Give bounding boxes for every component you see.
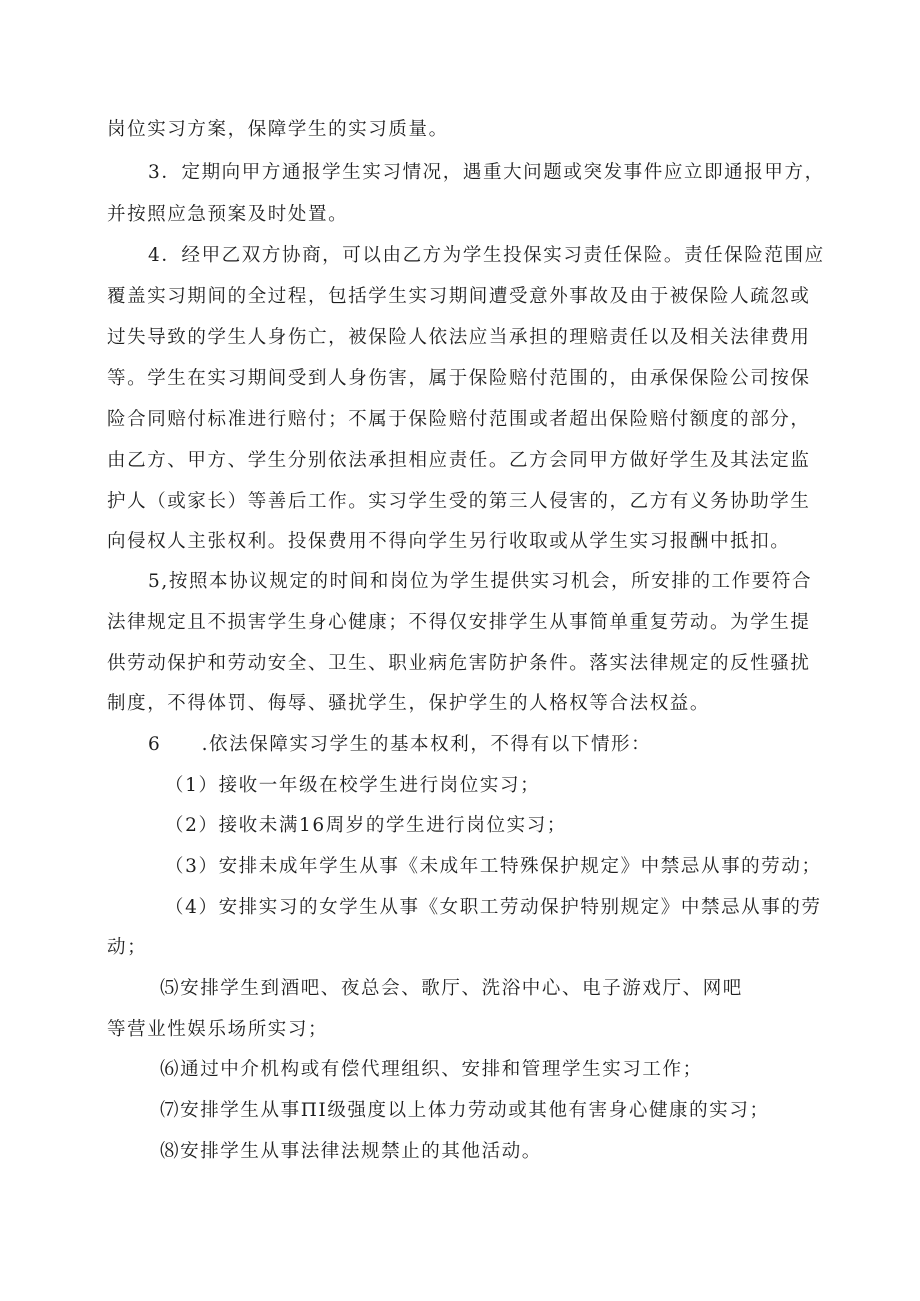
text-line: 等。学生在实习期间受到人身伤害，属于保险赔付范围的，由承保保险公司按保: [107, 368, 811, 389]
text-line: 5,按照本协议规定的时间和岗位为学生提供实习机会，所安排的工作要符合: [148, 571, 813, 592]
text-line: 制度，不得体罚、侮辱、骚扰学生，保护学生的人格权等合法权益。: [107, 693, 711, 714]
text-line: 并按照应急预案及时处置。: [107, 204, 349, 225]
text-line: 护人（或家长）等善后工作。实习学生受的第三人侵害的，乙方有义务协助学生: [107, 491, 811, 512]
text-line: 过失导致的学生人身伤亡，被保险人依法应当承担的理赔责任以及相关法律费用: [107, 327, 811, 348]
text-line: 险合同赔付标准进行赔付；不属于保险赔付范围或者超出保险赔付额度的部分，: [107, 409, 811, 430]
list-item: （2）接收未满16周岁的学生进行岗位实习；: [165, 815, 567, 836]
list-item: ⑹通过中介机构或有偿代理组织、安排和管理学生实习工作；: [160, 1059, 703, 1080]
text-line: 6 .依法保障实习学生的基本权利，不得有以下情形：: [148, 734, 652, 755]
text-line: 由乙方、甲方、学生分别依法承担相应责任。乙方会同甲方做好学生及其法定监: [107, 450, 811, 471]
text-line: 向侵权人主张权利。投保费用不得向学生另行收取或从学生实习报酬中抵扣。: [107, 531, 791, 552]
text-line: 等营业性娱乐场所实习；: [107, 1019, 329, 1040]
list-item: （3）安排未成年学生从事《未成年工特殊保护规定》中禁忌从事的劳动；: [165, 856, 822, 877]
list-item: ⑻安排学生从事法律法规禁止的其他活动。: [160, 1141, 542, 1162]
list-item: ⑸安排学生到酒吧、夜总会、歌厅、洗浴中心、电子游戏厅、网吧: [160, 978, 743, 999]
list-item: （4）安排实习的女学生从事《女职工劳动保护特别规定》中禁忌从事的劳: [165, 897, 822, 918]
text-line: 法律规定且不损害学生身心健康；不得仅安排学生从事简单重复劳动。为学生提: [107, 612, 811, 633]
text-line: 覆盖实习期间的全过程，包括学生实习期间遭受意外事故及由于被保险人疏忽或: [107, 286, 811, 307]
list-item: （1）接收一年级在校学生进行岗位实习；: [165, 775, 541, 796]
text-line: 岗位实习方案，保障学生的实习质量。: [107, 119, 449, 140]
text-line: 动；: [107, 937, 148, 958]
list-item: ⑺安排学生从事ΠI级强度以上体力劳动或其他有害身心健康的实习；: [160, 1100, 770, 1121]
text-line: 3．定期向甲方通报学生实习情况，遇重大问题或突发事件应立即通报甲方，: [148, 162, 825, 183]
text-line: 4．经甲乙双方协商，可以由乙方为学生投保实习责任保险。责任保险范围应: [148, 245, 825, 266]
text-line: 供劳动保护和劳动安全、卫生、职业病危害防护条件。落实法律规定的反性骚扰: [107, 653, 811, 674]
